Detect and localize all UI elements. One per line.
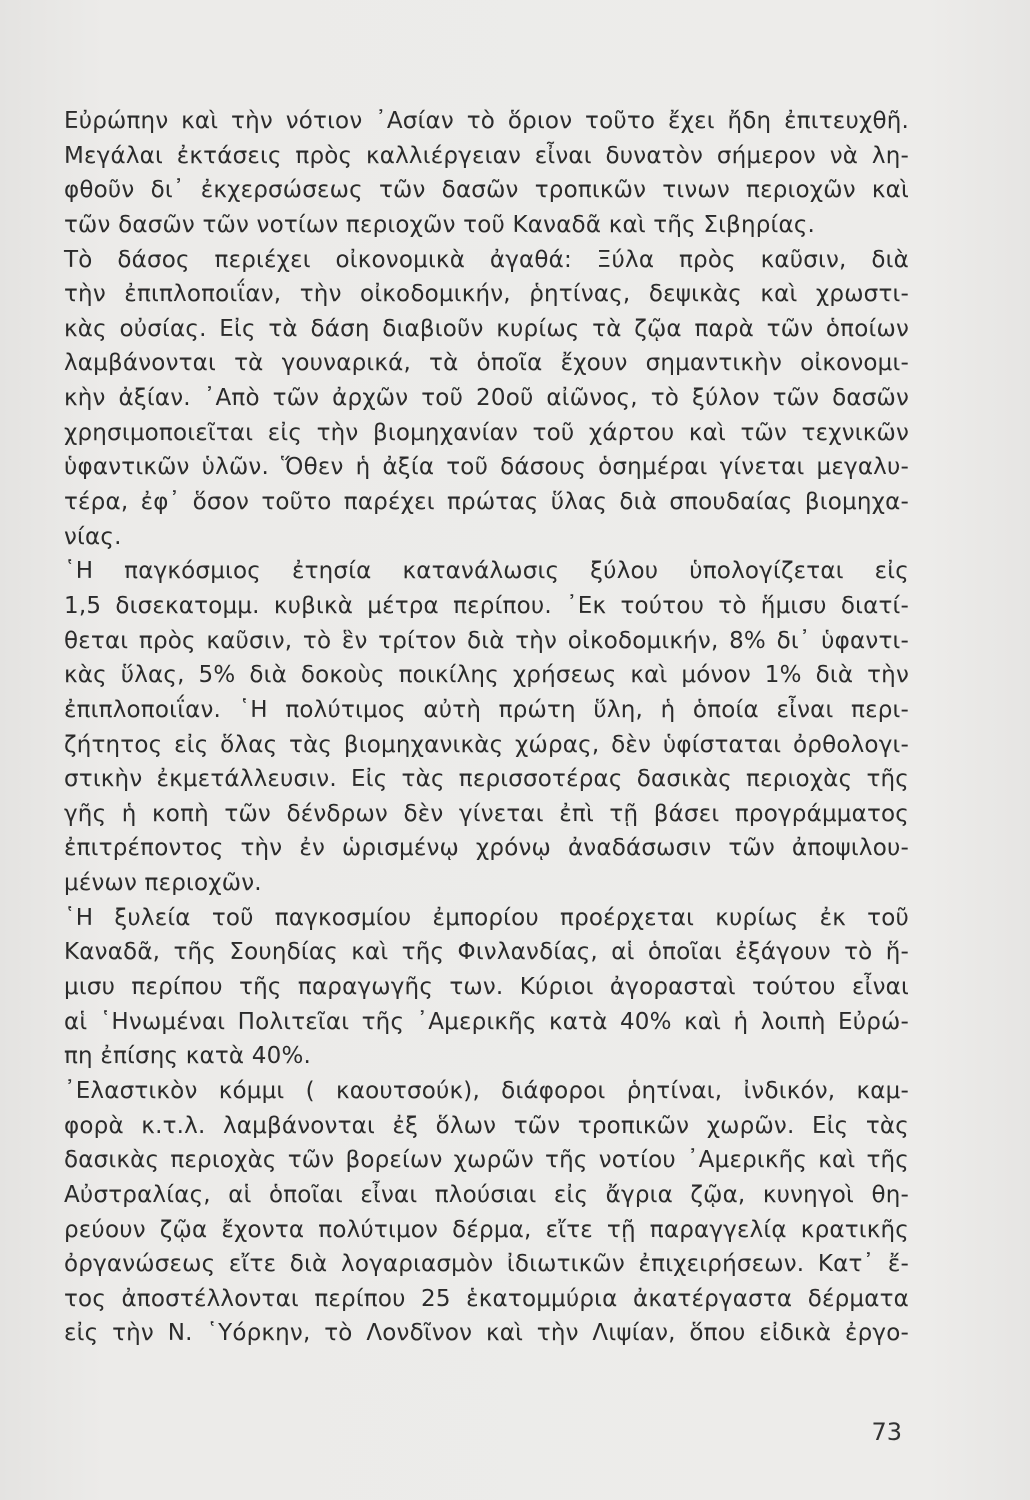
text-line: 1,5 δισεκατομμ. κυβικὰ μέτρα περίπου. ᾿Εκ τούτου τὸ ἥμισυ διατί- [64, 592, 909, 619]
text-line: Αὐστραλίας, αἱ ὁποῖαι εἶναι πλούσιαι εἰς ἄγρια ζῷα, κυνηγοὶ θη- [64, 1181, 909, 1208]
text-line: ὑφαντικῶν ὑλῶν. Ὅθεν ἡ ἀξία τοῦ δάσους ὁσημέραι γίνεται μεγαλυ- [64, 454, 909, 481]
text-line: νίας. [64, 523, 122, 550]
text-line: κὰς ὕλας, 5% διὰ δοκοὺς ποικίλης χρήσεως καὶ μόνον 1% διὰ τὴν [64, 662, 909, 689]
text-line: θεται πρὸς καῦσιν, τὸ ἓν τρίτον διὰ τὴν οἰκοδομικήν, 8% δι᾿ ὑφαντι- [64, 627, 909, 654]
text-line: ζήτητος εἰς ὅλας τὰς βιομηχανικὰς χώρας, δὲν ὑφίσταται ὀρθολογι- [64, 731, 909, 758]
text-line: χρησιμοποιεῖται εἰς τὴν βιομηχανίαν τοῦ χάρτου καὶ τῶν τεχνικῶν [64, 419, 909, 446]
text-line: λαμβάνονται τὰ γουναρικά, τὰ ὁποῖα ἔχουν σημαντικὴν οἰκονομι- [64, 350, 909, 377]
text-line: ὀργανώσεως εἴτε διὰ λογαριασμὸν ἰδιωτικῶν ἐπιχειρήσεων. Κατ᾿ ἔ- [64, 1251, 909, 1278]
text-line: Καναδᾶ, τῆς Σουηδίας καὶ τῆς Φινλανδίας, αἱ ὁποῖαι ἐξάγουν τὸ ἥ- [64, 939, 909, 966]
text-line: εἰς τὴν Ν. ῾Υόρκην, τὸ Λονδῖνον καὶ τὴν Λιψίαν, ὅπου εἰδικὰ ἐργο- [64, 1320, 909, 1347]
body-text [64, 104, 909, 1351]
text-line: ῾Η ξυλεία τοῦ παγκοσμίου ἐμπορίου προέρχεται κυρίως ἐκ τοῦ [64, 904, 909, 931]
text-line: ἐπιτρέποντος τὴν ἐν ὡρισμένῳ χρόνῳ ἀναδάσωσιν τῶν ἀποψιλου- [64, 835, 909, 862]
text-line: ᾿Ελαστικὸν κόμμι ( καουτσούκ), διάφοροι ῥητίναι, ἰνδικόν, καμ- [64, 1077, 909, 1104]
page-number: 73 [871, 1418, 902, 1446]
text-line: ρεύουν ζῷα ἔχοντα πολύτιμον δέρμα, εἴτε τῇ παραγγελίᾳ κρατικῆς [64, 1216, 909, 1243]
text-line: Εὐρώπην καὶ τὴν νότιον ᾿Ασίαν τὸ ὅριον τοῦτο ἔχει ἤδη ἐπιτευχθῆ. [64, 108, 909, 134]
text-line: μισυ περίπου τῆς παραγωγῆς των. Κύριοι ἀγορασταὶ τούτου εἶναι [64, 974, 909, 1001]
text-line: τὴν ἐπιπλοποιΐαν, τὴν οἰκοδομικήν, ῥητίνας, δεψικὰς καὶ χρωστι- [64, 281, 909, 308]
text-line: πη ἐπίσης κατὰ 40%. [64, 1043, 312, 1070]
text-line: φθοῦν δι᾿ ἐκχερσώσεως τῶν δασῶν τροπικῶν τινων περιοχῶν καὶ [64, 177, 909, 204]
text-line: τέρα, ἐφ᾿ ὅσον τοῦτο παρέχει πρώτας ὕλας διὰ σπουδαίας βιομηχα- [64, 489, 909, 516]
text-line: ἐπιπλοποιΐαν. ῾Η πολύτιμος αὐτὴ πρώτη ὕλη, ἡ ὁποία εἶναι περι- [64, 696, 909, 723]
text-line: γῆς ἡ κοπὴ τῶν δένδρων δὲν γίνεται ἐπὶ τῇ βάσει προγράμματος [64, 800, 909, 827]
text-line: τῶν δασῶν τῶν νοτίων περιοχῶν τοῦ Καναδᾶ καὶ τῆς Σιβηρίας. [64, 211, 816, 238]
text-line: Τὸ δάσος περιέχει οἰκονομικὰ ἀγαθά: Ξύλα πρὸς καῦσιν, διὰ [64, 246, 909, 273]
text-line: αἱ ῾Ηνωμέναι Πολιτεῖαι τῆς ᾿Αμερικῆς κατὰ 40% καὶ ἡ λοιπὴ Εὐρώ- [64, 1008, 909, 1035]
text-line: κὰς οὐσίας. Εἰς τὰ δάση διαβιοῦν κυρίως τὰ ζῷα παρὰ τῶν ὁποίων [64, 315, 909, 342]
text-line: τος ἀποστέλλονται περίπου 25 ἑκατομμύρια ἀκατέργαστα δέρματα [64, 1285, 909, 1312]
text-line: Μεγάλαι ἐκτάσεις πρὸς καλλιέργειαν εἶναι δυνατὸν σήμερον νὰ λη- [64, 142, 909, 169]
text-line: στικὴν ἐκμετάλλευσιν. Εἰς τὰς περισσοτέρας δασικὰς περιοχὰς τῆς [64, 766, 909, 793]
text-line: κὴν ἀξίαν. ᾿Απὸ τῶν ἀρχῶν τοῦ 20οῦ αἰῶνος, τὸ ξύλον τῶν δασῶν [64, 385, 909, 412]
text-line: φορὰ κ.τ.λ. λαμβάνονται ἐξ ὅλων τῶν τροπικῶν χωρῶν. Εἰς τὰς [64, 1112, 909, 1139]
text-line: ῾Η παγκόσμιος ἐτησία κατανάλωσις ξύλου ὑπολογίζεται εἰς [64, 558, 909, 585]
text-line: δασικὰς περιοχὰς τῶν βορείων χωρῶν τῆς νοτίου ᾿Αμερικῆς καὶ τῆς [64, 1147, 909, 1174]
text-line: μένων περιοχῶν. [64, 870, 262, 897]
